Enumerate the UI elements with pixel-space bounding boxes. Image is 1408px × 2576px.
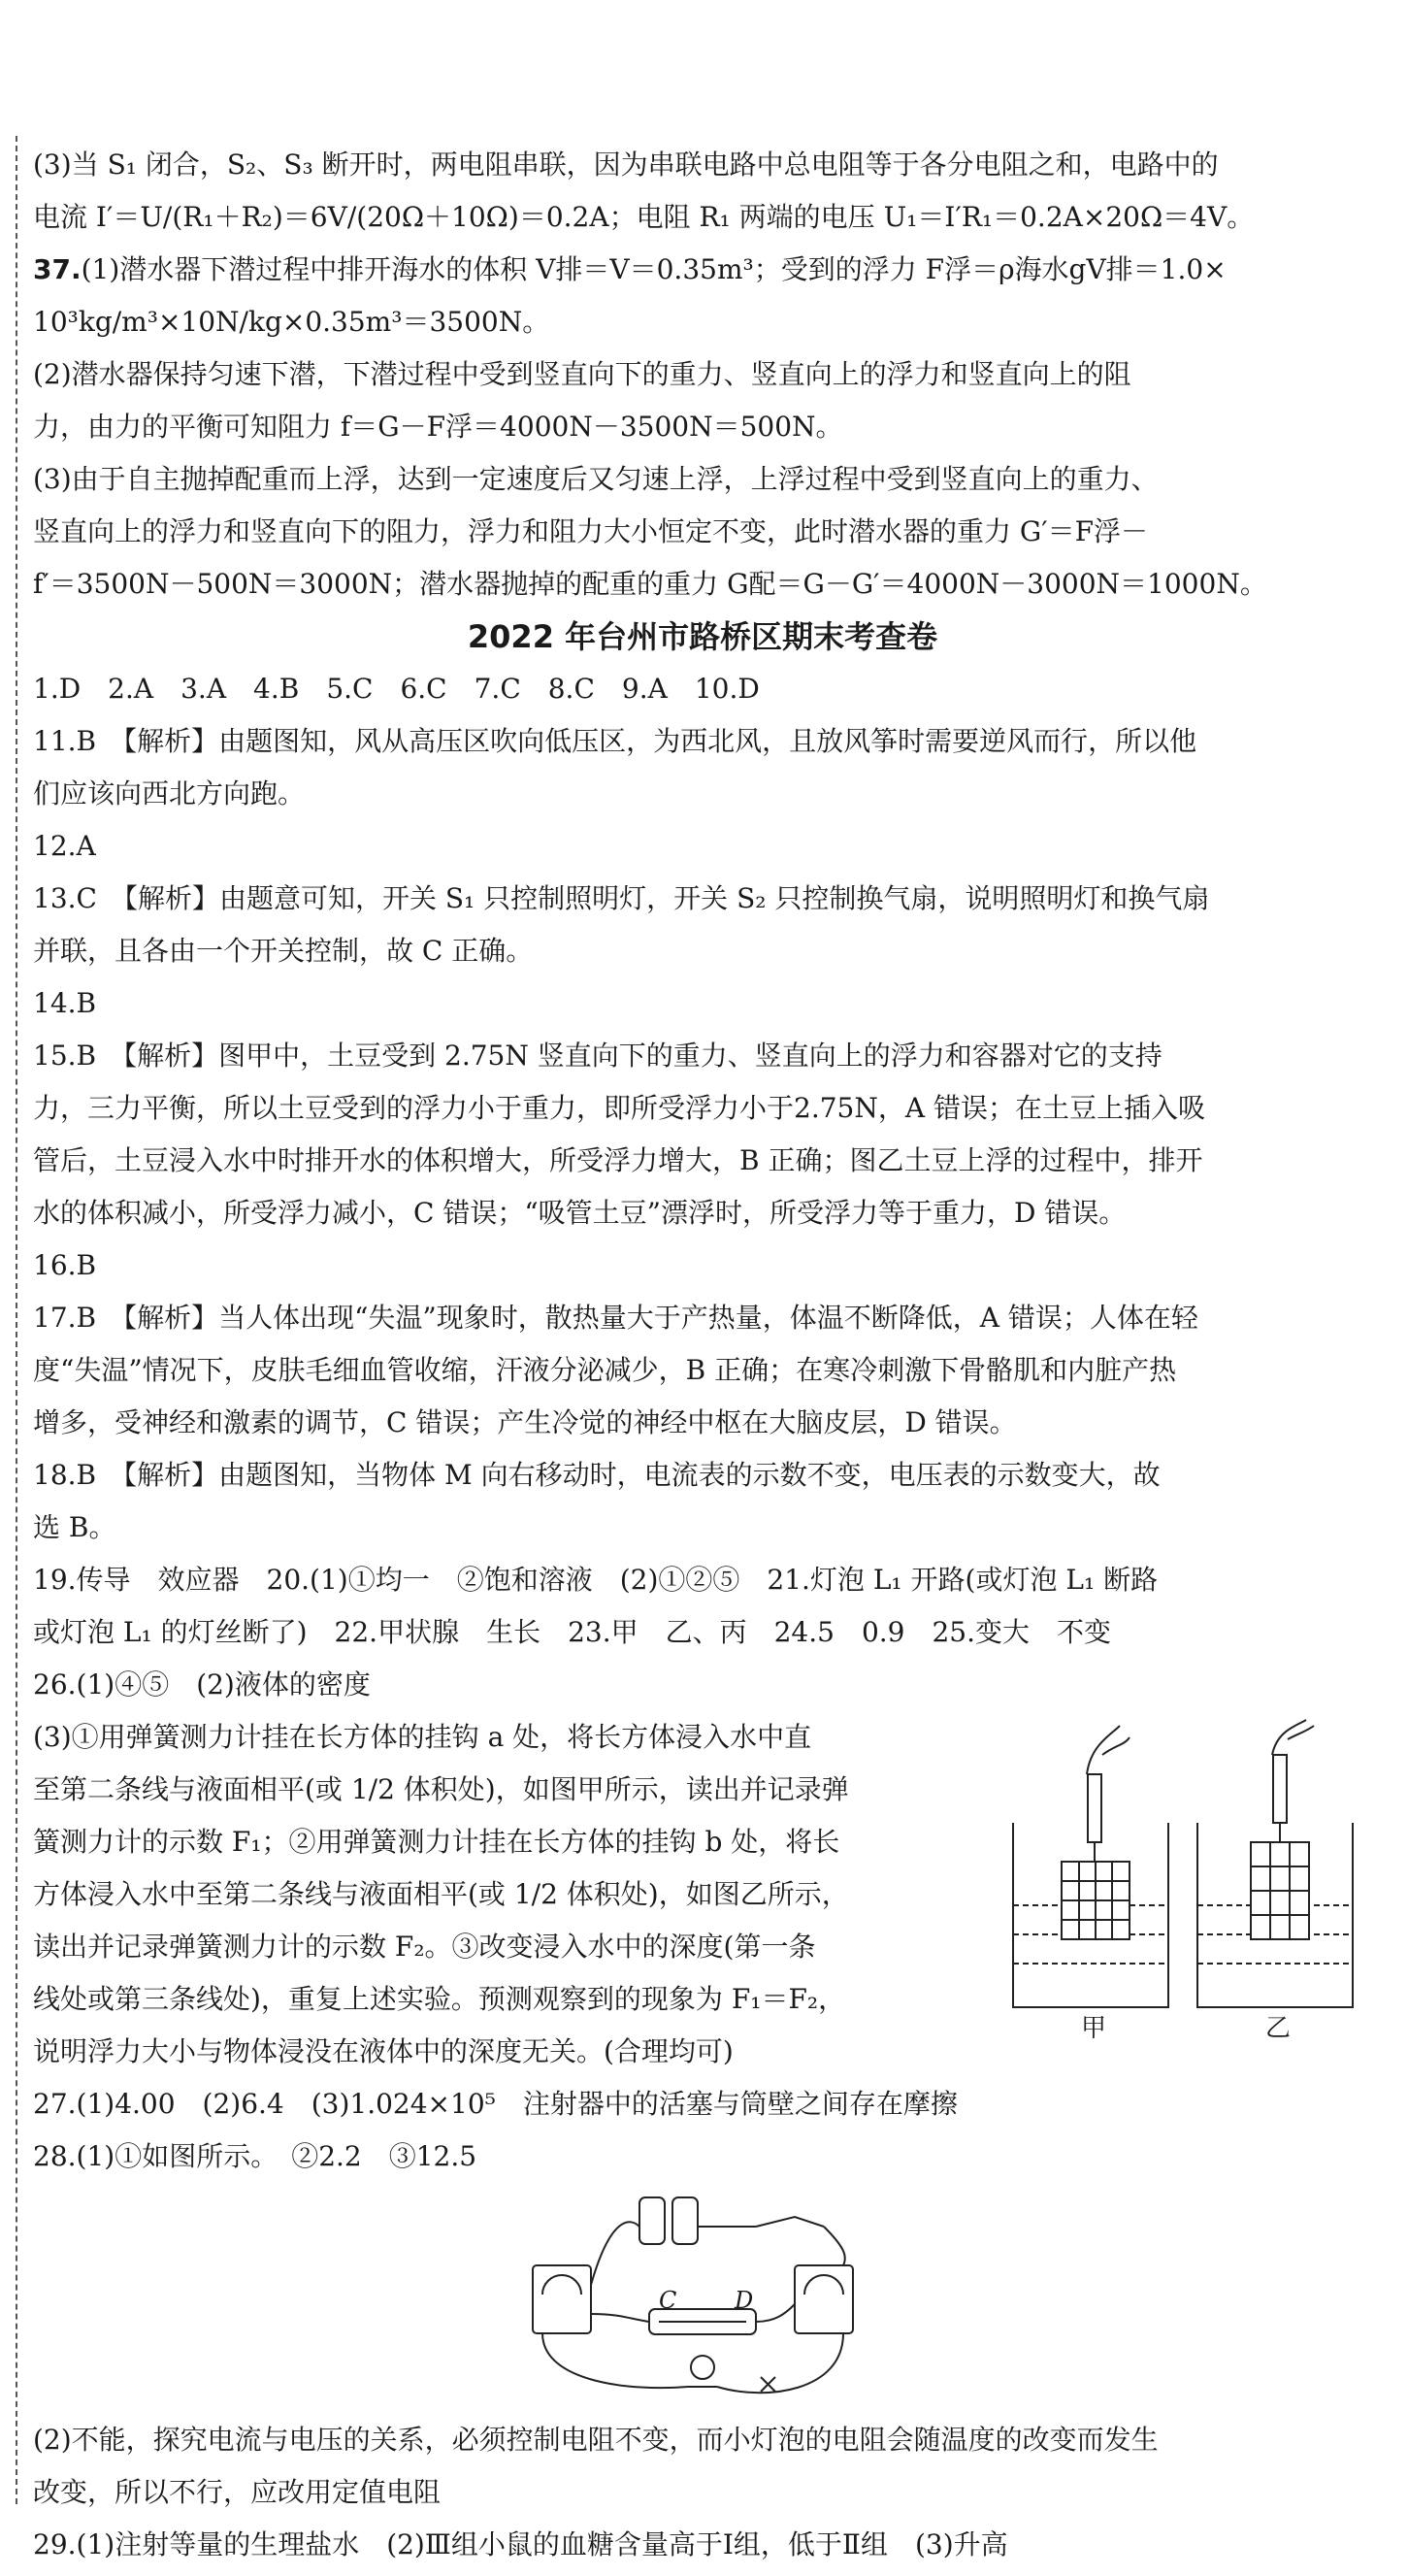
question-number: 37. — [33, 253, 82, 285]
text-line: 14.B — [33, 987, 97, 1019]
text-line: 竖直向上的浮力和竖直向下的阻力，浮力和阻力大小恒定不变，此时潜水器的重力 G′＝F浮－ — [33, 515, 1149, 547]
circuit-label-d: D — [735, 2287, 754, 2314]
text-line: (2)潜水器保持匀速下潜，下潜过程中受到竖直向下的重力、竖直向上的浮力和竖直向上的阻 — [33, 358, 1131, 390]
text-line: (3)①用弹簧测力计挂在长方体的挂钩 a 处，将长方体浸入水中直 — [33, 1721, 812, 1753]
binding-margin-rule — [16, 136, 17, 2504]
text-line: 并联，且各由一个开关控制，故 C 正确。 — [33, 935, 534, 967]
answer-page — [33, 144, 1372, 2576]
text-line: 读出并记录弹簧测力计的示数 F₂。③改变浸入水中的深度(第一条 — [33, 1931, 816, 1963]
text-line: f′＝3500N－500N＝3000N；潜水器抛掉的配重的重力 G配＝G－G′＝4000N－3000N＝1000N。 — [33, 568, 1267, 600]
beaker-illustration — [994, 1716, 1372, 2036]
section-title: 2022 年台州市路桥区期末考查卷 — [467, 618, 938, 655]
text-line: 们应该向西北方向跑。 — [33, 777, 306, 809]
text-line: 说明浮力大小与物体浸没在液体中的深度无关。(合理均可) — [33, 2035, 734, 2067]
text-line: 29.(1)注射等量的生理盐水 (2)Ⅲ组小鼠的血糖含量高于Ⅰ组，低于Ⅱ组 (3)升高 — [33, 2528, 1008, 2560]
q26-block — [33, 1716, 1372, 2083]
beaker-yi — [1197, 1720, 1353, 2007]
figure-caption-jia: 甲 — [1081, 2014, 1107, 2043]
text-line: 16.B — [33, 1249, 97, 1281]
text-line: 水的体积减小，所受浮力减小，C 错误；“吸管土豆”漂浮时，所受浮力等于重力，D 错误。 — [33, 1197, 1127, 1229]
text-line: 18.B 【解析】由题图知，当物体 M 向右移动时，电流表的示数不变，电压表的示数变大，故 — [33, 1459, 1161, 1491]
text-line: 度“失温”情况下，皮肤毛细血管收缩，汗液分泌减少，B 正确；在寒冷刺激下骨骼肌和内脏产热 — [33, 1354, 1177, 1386]
text-line: (3)由于自主抛掉配重而上浮，达到一定速度后又匀速上浮，上浮过程中受到竖直向上的重力、 — [33, 463, 1159, 495]
choice-answers: 1.D 2.A 3.A 4.B 5.C 6.C 7.C 8.C 9.A 10.D — [33, 673, 760, 705]
circuit-label-c: C — [659, 2287, 677, 2314]
text-line: 12.A — [33, 830, 96, 862]
text-line: 17.B 【解析】当人体出现“失温”现象时，散热量大于产热量，体温不断降低，A 错误；人体在轻 — [33, 1302, 1198, 1334]
q26-text — [33, 1716, 974, 2083]
text-line: 力，由力的平衡可知阻力 f＝G－F浮＝4000N－3500N＝500N。 — [33, 411, 843, 443]
text-line: 27.(1)4.00 (2)6.4 (3)1.024×10⁵ 注射器中的活塞与筒壁之间存在摩擦 — [33, 2088, 958, 2120]
text-line — [33, 248, 1372, 291]
text-line: 电流 I′＝U/(R₁＋R₂)＝6V/(20Ω＋10Ω)＝0.2A；电阻 R₁ 两端的电压 U₁＝I′R₁＝0.2A×20Ω＝4V。 — [33, 201, 1255, 233]
text-line: 或灯泡 L₁ 的灯丝断了) 22.甲状腺 生长 23.甲 乙、丙 24.5 0.9 25.变大 不变 — [33, 1616, 1112, 1648]
beaker-jia — [1013, 1726, 1168, 2007]
text-span: (1)潜水器下潜过程中排开海水的体积 V排＝V＝0.35m³；受到的浮力 F浮＝ρ海水gV排＝1.0× — [81, 253, 1227, 285]
text-line: 至第二条线与液面相平(或 1/2 体积处)，如图甲所示，读出并记录弹 — [33, 1773, 849, 1805]
figure-caption-yi: 乙 — [1265, 2014, 1292, 2043]
text-line: 15.B 【解析】图甲中，土豆受到 2.75N 竖直向下的重力、竖直向上的浮力和容器对它的支持 — [33, 1040, 1162, 1072]
text-line: 13.C 【解析】由题意可知，开关 S₁ 只控制照明灯，开关 S₂ 只控制换气扇，说明照明灯和换气扇 — [33, 882, 1210, 914]
text-line: 10³kg/m³×10N/kg×0.35m³＝3500N。 — [33, 306, 550, 338]
text-line: 簧测力计的示数 F₁；②用弹簧测力计挂在长方体的挂钩 b 处，将长 — [33, 1826, 840, 1858]
text-line: 方体浸入水中至第二条线与液面相平(或 1/2 体积处)，如图乙所示， — [33, 1878, 849, 1910]
text-line: 28.(1)①如图所示。 ②2.2 ③12.5 — [33, 2140, 477, 2172]
circuit-diagram — [513, 2188, 892, 2411]
text-line: 管后，土豆浸入水中时排开水的体积增大，所受浮力增大，B 正确；图乙土豆上浮的过程中，排开 — [33, 1144, 1203, 1176]
text-line: 力，三力平衡，所以土豆受到的浮力小于重力，即所受浮力小于2.75N，A 错误；在土豆上插入吸 — [33, 1092, 1205, 1124]
beaker-figure — [994, 1716, 1372, 2083]
text-line: (2)不能，探究电流与电压的关系，必须控制电阻不变，而小灯泡的电阻会随温度的改变而发生 — [33, 2424, 1159, 2456]
circuit-figure — [513, 2188, 892, 2411]
text-line: 线处或第三条线处)，重复上述实验。预测观察到的现象为 F₁＝F₂， — [33, 1983, 846, 2015]
text-line: 选 B。 — [33, 1511, 116, 1543]
text-line: 26.(1)④⑤ (2)液体的密度 — [33, 1668, 371, 1701]
text-line: 11.B 【解析】由题图知，风从高压区吹向低压区，为西北风，且放风筝时需要逆风而行，所以他 — [33, 725, 1197, 757]
text-line: 增多，受神经和激素的调节，C 错误；产生冷觉的神经中枢在大脑皮层，D 错误。 — [33, 1406, 1017, 1438]
text-line: 改变，所以不行，应改用定值电阻 — [33, 2476, 442, 2508]
text-line: (3)当 S₁ 闭合，S₂、S₃ 断开时，两电阻串联，因为串联电路中总电阻等于各分电阻之和，电路中的 — [33, 149, 1219, 181]
text-line: 19.传导 效应器 20.(1)①均一 ②饱和溶液 (2)①②⑤ 21.灯泡 L₁ 开路(或灯泡 L₁ 断路 — [33, 1564, 1159, 1596]
